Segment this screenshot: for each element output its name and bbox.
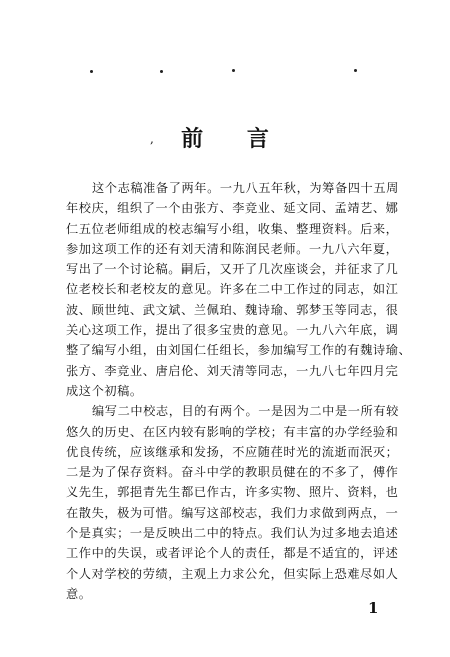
text-line: 张方、李竞业、唐启伦、刘天清等同志，一九八七年四月完 [66, 363, 399, 378]
text-line: 优良传统，应该继承和发扬，不应随荏时光的流逝而泯灭； [66, 444, 399, 459]
text-line: 个是真实；一是反映出二中的特点。我们认为过多地去追述 [66, 526, 399, 541]
text-line: 关心这项工作，提出了很多宝贵的意见。一九八六年底，调 [66, 323, 399, 338]
text-line: 位老校长和老校友的意见。许多在二中工作过的同志，如江 [66, 282, 399, 297]
text-line: 写出了一个讨论稿。嗣后，又开了几次座谈会，并征求了几 [66, 262, 399, 277]
text-line: 年校庆，组织了一个由张方、李竞业、延文同、孟靖艺、娜 [66, 201, 399, 216]
text-line: 二是为了保存资料。奋斗中学的教职员健在的不多了，傅作 [66, 465, 399, 480]
paragraph-1 [66, 178, 412, 401]
text-line: 在散失，极为可惜。编写这部校志，我们力求做到两点，一 [66, 505, 399, 520]
text-line: 编写二中校志，目的有两个。一是因为二中是一所有较 [92, 404, 399, 419]
scan-speck [354, 69, 357, 72]
document-body [66, 178, 412, 604]
paragraph-2 [66, 401, 399, 604]
page-title: 前 言 [181, 127, 287, 152]
text-line: 工作中的失误，或者评论个人的责任，都是不适宜的，评述 [66, 546, 399, 561]
page-number: 1 [368, 599, 379, 617]
text-line: 这个志稿准备了两年。一九八五年秋，为筹备四十五周 [92, 181, 399, 195]
scan-speck [232, 69, 235, 72]
text-line: 波、顾世纯、武文斌、兰佩珀、魏诗瑜、郭梦玉等同志，很 [66, 302, 399, 317]
text-line: 悠久的历史、在区内较有影响的学校；有丰富的办学经验和 [66, 424, 399, 439]
text-line: 意。 [66, 586, 92, 601]
scan-speck [90, 70, 93, 73]
text-line: 个人对学校的劳绩，主观上力求公允，但实际上恐难尽如人 [66, 566, 399, 581]
title-mark: , [150, 132, 154, 146]
text-line: 参加这项工作的还有刘天清和陈润民老师。一九八六年夏， [66, 241, 399, 256]
scan-speck [160, 70, 163, 73]
text-line: 成这个初稿。 [66, 383, 143, 398]
text-line: 义先生，郭挹青先生都已作古，许多实物、照片、资料，也 [66, 485, 399, 500]
text-line: 整了编写小组，由刘国仁任组长，参加编写工作的有魏诗瑜、 [66, 343, 412, 358]
text-line: 仁五位老师组成的校志编写小组，收集、整理资料。后来， [66, 221, 399, 236]
